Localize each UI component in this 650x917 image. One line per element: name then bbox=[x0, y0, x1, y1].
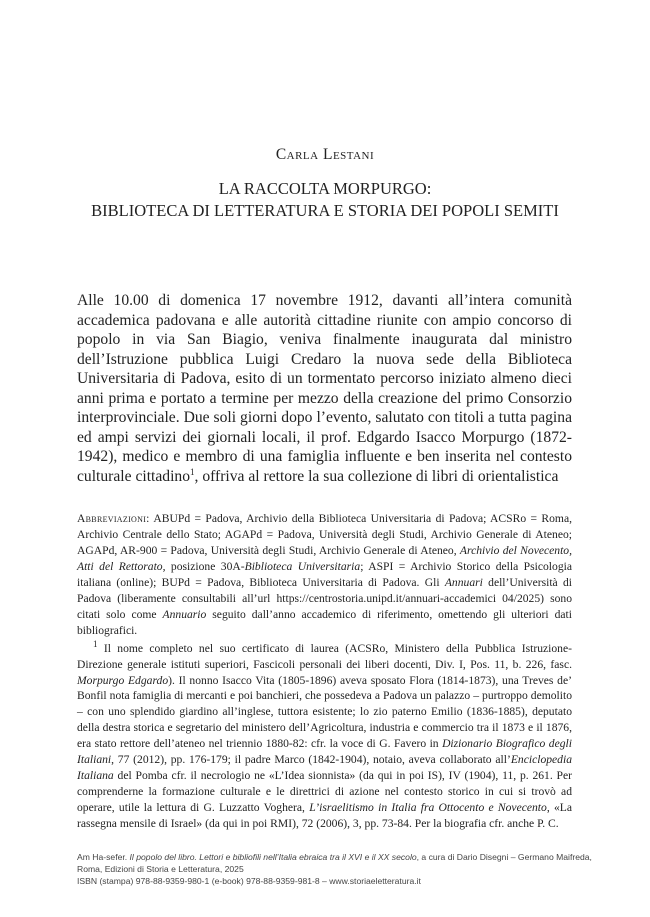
footer-isbn: ISBN (stampa) 978-88-9359-980-1 (e-book) 978-88-9359-981-8 – www.storiaeletteratura.it bbox=[77, 875, 421, 886]
abbrev-italic: Annuari bbox=[444, 575, 483, 589]
abbrev-italic: Annuario bbox=[162, 607, 207, 621]
footnote-italic: Enciclopedia Italiana bbox=[77, 753, 572, 783]
footer-italic: Il popolo del libro. Lettori e bibliofili nell’Italia ebraica tra il XVI e il XX secolo bbox=[129, 852, 417, 862]
title-line-2: BIBLIOTECA DI LETTERATURA E STORIA DEI POPOLI SEMITI bbox=[91, 201, 559, 220]
footnote-text: del Pomba cfr. il necrologio ne «L’Idea sionnista» (da qui in poi IS), IV (1904), 11, p. 261. Per comprenderne la formazione culturale e le direttrici di azione nel contesto storico in cui si trovò ad operare, utile la lettura di G. Luzzatto Voghera, bbox=[77, 769, 572, 815]
chapter-title bbox=[0, 178, 650, 222]
abbrev-text: dell’Università di Padova (liberamente consultabili all’url https://centrostoria.unipd.it/annuari-accademici 04/2025) sono citati solo come bbox=[77, 575, 572, 621]
footnote-text: , «La rassegna mensile di Israel» (da qui in poi RMI), 72 (2006), 3, pp. 73-84. Per la biografia cfr. anche P. C. bbox=[77, 801, 573, 831]
body-text-tail: , offriva al rettore la sua collezione di libri di orientalistica bbox=[194, 467, 559, 485]
abbreviations-note bbox=[77, 511, 572, 639]
footer-text: , a cura di Dario Disegni – Germano Maifreda, Roma, Edizioni di Storia e Letteratura, 2025 bbox=[77, 852, 592, 874]
abbrev-italic: Biblioteca Universitaria bbox=[244, 559, 361, 573]
footnote-1 bbox=[77, 638, 573, 832]
footnote-italic: L’israelitismo in Italia fra Ottocento e Novecento bbox=[309, 801, 547, 815]
page-footer bbox=[77, 852, 597, 887]
footnote-text: , 77 (2012), pp. 176-179; il padre Marco (1842-1904), notaio, aveva collaborato all’ bbox=[111, 753, 511, 767]
title-line-1: LA RACCOLTA MORPURGO: bbox=[218, 179, 432, 198]
author-name: Carla Lestani bbox=[275, 146, 375, 163]
footnote-italic: Dizionario Biografico degli Italiani bbox=[77, 737, 572, 767]
abbrev-text: ; ASPI = Archivio Storico della Psicologia italiana (online); BUPd = Padova, Biblioteca Universitaria di Padova. Gli bbox=[77, 559, 572, 589]
abbreviations-label: Abbreviazioni: bbox=[77, 512, 150, 525]
abbrev-text: ABUPd = Padova, Archivio della Biblioteca Universitaria di Padova; ACSRo = Roma, Archivio Centrale dello Stato; AGAPd = Padova, Università degli Studi, Archivio Generale di Ateneo; AGAPd, AR-900 = Padova, Università degli Studi, Archivio Generale di Ateneo, bbox=[77, 512, 572, 557]
footnote-text: ). Il nonno Isacco Vita (1805-1896) aveva sposato Flora (1814-1873), una Treves de’ Bonfil nota famiglia di mercanti e poi banchieri, che possedeva a Padova un palazzo – purtroppo demolito – con uno splendido giardino all’inglese, tuttora esistente; lo zio paterno Emilio (1836-1885), deputato della destra storica e segretario del ministero dell’Agricoltura, industria e commercio tra il 1873 e il 1876, era stato rettore dell’ateneo nel triennio 1880-82: cfr. la voce di G. Favero in bbox=[77, 673, 572, 751]
abbrev-text: seguito dall’anno accademico di riferimento, omettendo gli ulteriori dati bibliografici. bbox=[77, 607, 572, 637]
footnote-reference[interactable]: 1 bbox=[190, 466, 195, 477]
abbrev-italic: Archivio del Novecento, Atti del Rettorato, bbox=[77, 543, 572, 573]
body-paragraph bbox=[77, 291, 572, 486]
footnote-number: 1 bbox=[93, 638, 98, 649]
footer-text: Am Ha-sefer. bbox=[77, 852, 130, 862]
body-text: Alle 10.00 di domenica 17 novembre 1912, davanti all’intera comunità accademica padovana e alle autorità cittadine riunite con ampio concorso di popolo in via San Biagio, veniva finalmente inaugurata dal ministro dell’Istruzione pubblica Luigi Credaro la nuova sede della Biblioteca Universitaria di Padova, esito di un tormentato percorso iniziato almeno dieci anni prima e portato a termine per mezzo della creazione del primo Consorzio interprovinciale. Due soli giorni dopo l’evento, salutato con titoli a tutta pagina ed ampi servizi dei giornali locali, il prof. Edgardo Isacco Morpurgo (1872-1942), medico e membro di una famiglia influente e ben inserita nel contesto culturale cittadino bbox=[77, 292, 572, 485]
abbrev-text: posizione 30A- bbox=[165, 559, 245, 573]
notes-section bbox=[77, 511, 572, 832]
footer-citation bbox=[77, 852, 597, 876]
footnote-text: Il nome completo nel suo certificato di laurea (ACSRo, Ministero della Pubblica Istruzione-Direzione generale istituti superiori, Fascicoli personali dei liberi docenti, Div. I, Pos. 11, b. 226, fasc. bbox=[77, 641, 572, 671]
footnote-italic: Morpurgo Edgardo bbox=[77, 673, 169, 687]
